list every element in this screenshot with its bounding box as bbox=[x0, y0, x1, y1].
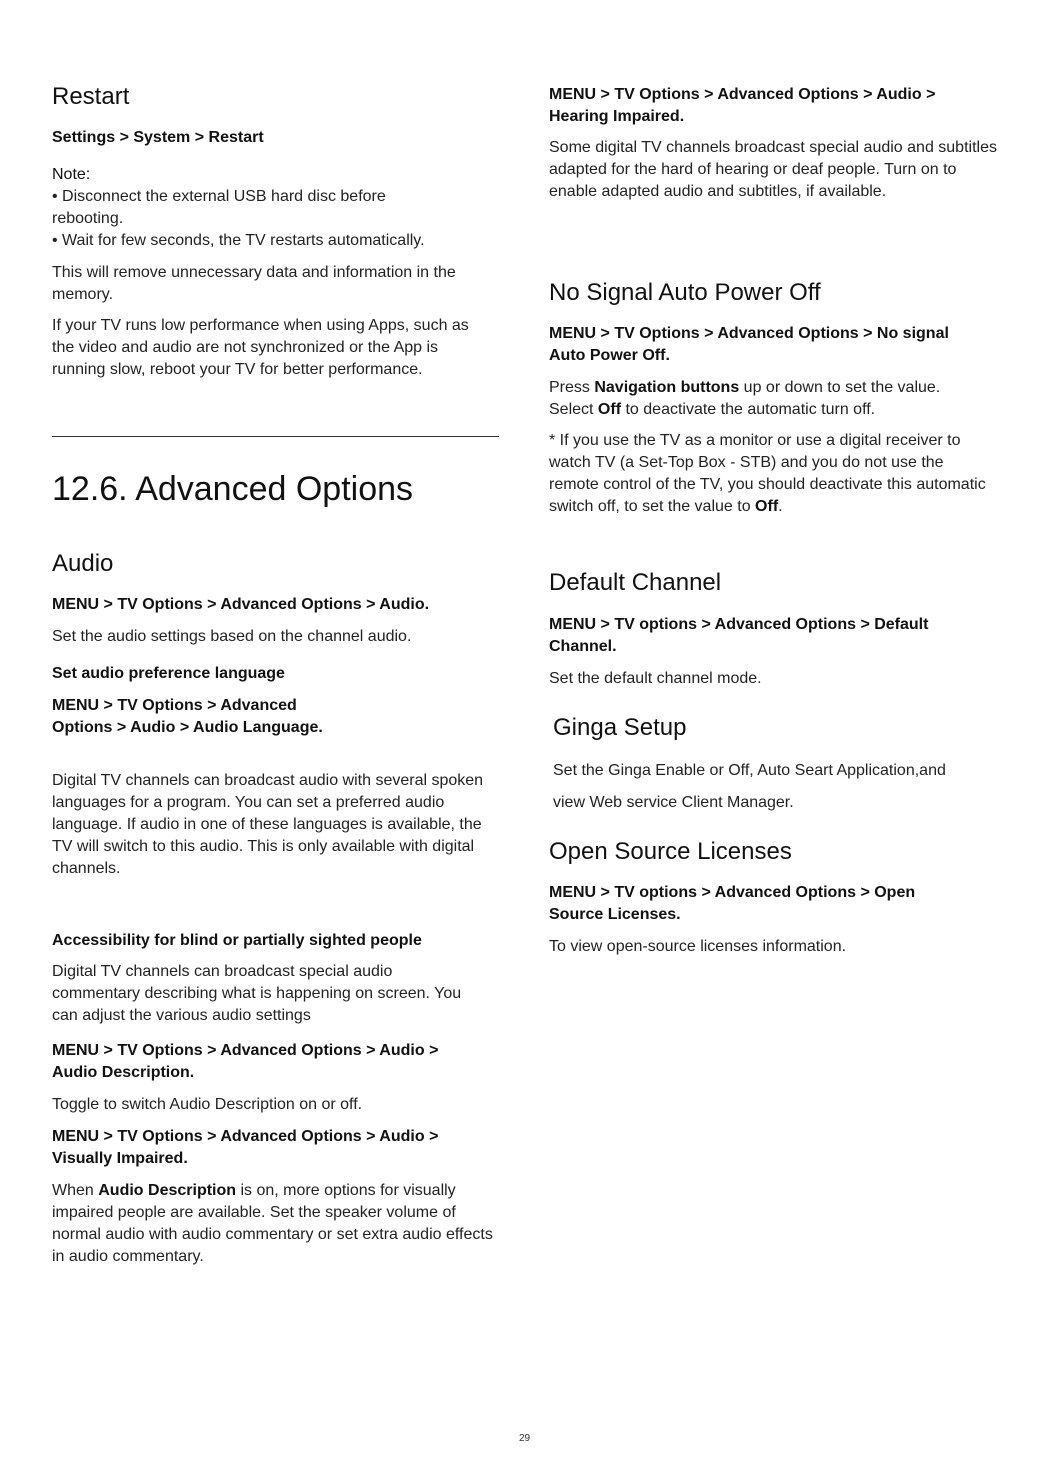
text-bold: Navigation buttons bbox=[594, 379, 740, 396]
audio-paragraph: Set the audio settings based on the channel audio. bbox=[52, 628, 412, 645]
audio-pref-heading: Set audio preference language bbox=[52, 665, 285, 682]
section-title: 12.6. Advanced Options bbox=[52, 470, 414, 508]
text-bold: Off bbox=[755, 498, 779, 515]
restart-path: Settings > System > Restart bbox=[52, 129, 264, 146]
note-bullet: • Disconnect the external USB hard disc before rebooting. bbox=[52, 188, 386, 227]
text: * If you use the TV as a monitor or use a digital receiver to watch TV (a Set-Top Box - STB) and you do not use the remote control of the TV, you should deactivate this automatic switch off, to set the value to bbox=[549, 432, 986, 515]
no-signal-paragraph bbox=[549, 377, 969, 421]
text: to deactivate the automatic turn off. bbox=[621, 401, 876, 418]
no-signal-path: MENU > TV Options > Advanced Options > No signal Auto Power Off. bbox=[549, 325, 949, 364]
restart-paragraph: This will remove unnecessary data and information in the memory. bbox=[52, 264, 456, 303]
default-channel-heading: Default Channel bbox=[549, 569, 722, 596]
restart-paragraph: If your TV runs low performance when using Apps, such as the video and audio are not synchronized or the App is running slow, reboot your TV for better performance. bbox=[52, 317, 469, 378]
text: Press bbox=[549, 379, 595, 396]
text: up or down to set the value. Select bbox=[549, 379, 941, 418]
no-signal-heading: No Signal Auto Power Off bbox=[549, 279, 821, 306]
audio-pref-path: MENU > TV Options > Advanced Options > Audio > Audio Language. bbox=[52, 697, 323, 736]
note-bullet: • Wait for few seconds, the TV restarts automatically. bbox=[52, 232, 425, 249]
accessibility-heading: Accessibility for blind or partially sighted people bbox=[52, 932, 422, 949]
open-source-path: MENU > TV options > Advanced Options > Open Source Licenses. bbox=[549, 884, 916, 923]
audio-heading: Audio bbox=[52, 550, 114, 577]
hearing-impaired-path: MENU > TV Options > Advanced Options > Audio > Hearing Impaired. bbox=[549, 86, 936, 125]
text: . bbox=[778, 498, 783, 515]
open-source-paragraph: To view open-source licenses information. bbox=[549, 938, 847, 955]
visually-impaired-paragraph bbox=[52, 1180, 497, 1268]
restart-heading: Restart bbox=[52, 83, 130, 110]
text-bold: Off bbox=[597, 401, 622, 418]
ginga-paragraph bbox=[553, 755, 1001, 819]
audio-description-path: MENU > TV Options > Advanced Options > Audio > Audio Description. bbox=[52, 1042, 439, 1081]
accessibility-paragraph: Digital TV channels can broadcast special audio commentary describing what is happening on screen. You can adjust the various audio settings bbox=[52, 963, 462, 1024]
audio-pref-paragraph: Digital TV channels can broadcast audio with several spoken languages for a program. You can set a preferred audio language. If audio in one of these languages is available, the TV will switch to this audio. This is only available with digital channels. bbox=[52, 772, 484, 877]
text-bold: Audio Description bbox=[98, 1182, 237, 1199]
page-number: 29 bbox=[518, 1433, 531, 1444]
ginga-line: view Web service Client Manager. bbox=[553, 794, 794, 811]
visually-impaired-path: MENU > TV Options > Advanced Options > Audio > Visually Impaired. bbox=[52, 1128, 439, 1167]
section-divider bbox=[52, 436, 499, 437]
open-source-heading: Open Source Licenses bbox=[549, 838, 792, 865]
audio-path: MENU > TV Options > Advanced Options > Audio. bbox=[52, 596, 430, 613]
default-channel-paragraph: Set the default channel mode. bbox=[549, 670, 762, 687]
audio-description-paragraph: Toggle to switch Audio Description on or off. bbox=[52, 1096, 363, 1113]
ginga-heading: Ginga Setup bbox=[553, 714, 687, 741]
text: is on, more options for visually impaired people are available. Set the speaker volume of normal audio with audio commentary or set extra audio effects in audio commentary. bbox=[52, 1182, 493, 1265]
default-channel-path: MENU > TV options > Advanced Options > Default Channel. bbox=[549, 616, 929, 655]
restart-note bbox=[52, 164, 504, 252]
no-signal-note bbox=[549, 430, 997, 518]
hearing-impaired-paragraph: Some digital TV channels broadcast special audio and subtitles adapted for the hard of hearing or deaf people. Turn on to enable adapted audio and subtitles, if available. bbox=[549, 139, 997, 200]
text: When bbox=[52, 1182, 99, 1199]
ginga-line: Set the Ginga Enable or Off, Auto Seart Application,and bbox=[553, 762, 946, 779]
note-label: Note: bbox=[52, 166, 91, 183]
